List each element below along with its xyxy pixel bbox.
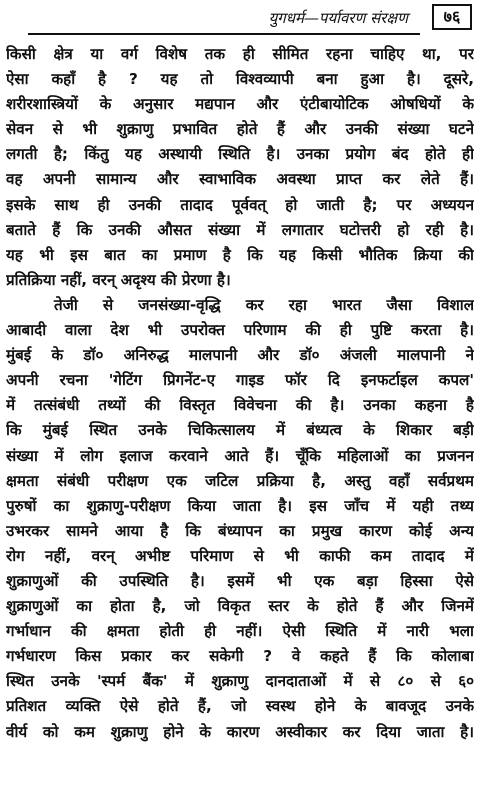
- paragraph-end-line: प्रतिक्रिया नहीं, वरन् अदृश्य की प्रेरणा है।: [6, 270, 231, 289]
- text-line: लगती है; किंतु यह अस्थायी स्थिति है। उनका प्रयोग बंद होते ही: [6, 145, 474, 164]
- text-line: रोग नहीं, वरन् अभीष्ट परिमाण से भी काफी कम तादाद में: [6, 546, 474, 565]
- text-line: गर्भधारण किस प्रकार कर सकेगी ? वे कहते हैं कि कोलाबा: [6, 647, 474, 666]
- text-line: मुंबई के डॉ० अनिरुद्ध मालपानी और डॉ० अंजली मालपानी ने: [6, 346, 474, 365]
- text-line: सेवन से भी शुक्राणु प्रभावित होते हैं और उनकी संख्या घटने: [6, 120, 474, 139]
- text-line: स्थित उनके 'स्पर्म बैंक' में शुक्राणु दानदाताओं में से ८० से ६०: [6, 672, 474, 691]
- text-line: गर्भाधान की क्षमता होती ही नहीं। ऐसी स्थिति में नारी भला: [6, 622, 474, 641]
- text-line: शुक्राणुओं का होता है, जो विकृत स्तर के होते हैं और जिनमें: [6, 597, 474, 616]
- header-rule: [28, 33, 420, 35]
- text-line: शरीरशास्त्रियों के अनुसार मद्यपान और एंटीबायोटिक ओषधियों के: [6, 95, 474, 114]
- page-number: ७६: [432, 4, 472, 30]
- text-line: अपनी रचना 'गेटिंग प्रिगनेंट-ए गाइड फॉर दि इनफर्टाइल कपल': [6, 371, 474, 390]
- text-line: प्रतिशत व्यक्ति ऐसे होते हैं, जो स्वस्थ होने के बावजूद उनके: [6, 697, 474, 716]
- paragraph-start-line: तेजी से जनसंख्या-वृद्धि कर रहा भारत जैसा विशाल: [54, 295, 474, 314]
- body-text: [6, 42, 474, 745]
- text-line: यह भी इस बात का प्रमाण है कि यह किसी भौतिक क्रिया की: [6, 245, 474, 264]
- running-title: युगधर्म—पर्यावरण संरक्षण: [268, 9, 408, 27]
- text-line: इसके साथ ही उनकी तादाद पूर्ववत् हो जाती है; पर अध्ययन: [6, 195, 474, 214]
- text-line: क्षमता संबंधी परीक्षण एक जटिल प्रक्रिया है, अस्तु वहाँ सर्वप्रथम: [6, 471, 474, 490]
- text-line: बताते हैं कि उनकी औसत संख्या में लगातार घटोत्तरी हो रही है।: [6, 220, 474, 239]
- text-line: पुरुषों का शुक्राणु-परीक्षण किया जाता है। इस जाँच में यही तथ्य: [6, 496, 474, 515]
- text-line: में तत्संबंधी तथ्यों की विस्तृत विवेचना की है। उनका कहना है: [6, 396, 474, 415]
- text-line: उभरकर सामने आया है कि बंध्यापन का प्रमुख कारण कोई अन्य: [6, 521, 474, 540]
- text-line: ऐसा कहाँ है ? यह तो विश्वव्यापी बना हुआ है। दूसरे,: [6, 70, 474, 89]
- text-line: शुक्राणुओं की उपस्थिति है। इसमें भी एक बड़ा हिस्सा ऐसे: [6, 571, 474, 590]
- text-line: वह अपनी सामान्य और स्वाभाविक अवस्था प्राप्त कर लेते हैं।: [6, 170, 474, 189]
- text-line: किसी क्षेत्र या वर्ग विशेष तक ही सीमित रहना चाहिए था, पर: [6, 45, 474, 63]
- text-line: आबादी वाला देश भी उपरोक्त परिणाम की ही पुष्टि करता है।: [6, 321, 474, 340]
- text-line: संख्या में लोग इलाज करवाने आते हैं। चूँकि महिलाओं का प्रजनन: [6, 446, 474, 465]
- text-line: कि मुंबई स्थित उनके चिकित्सालय में बंध्यत्व के शिकार बड़ी: [6, 421, 474, 440]
- page-header: [0, 0, 480, 40]
- text-line: वीर्य को कम शुक्राणु होने के कारण अस्वीकार कर दिया जाता है।: [6, 722, 474, 741]
